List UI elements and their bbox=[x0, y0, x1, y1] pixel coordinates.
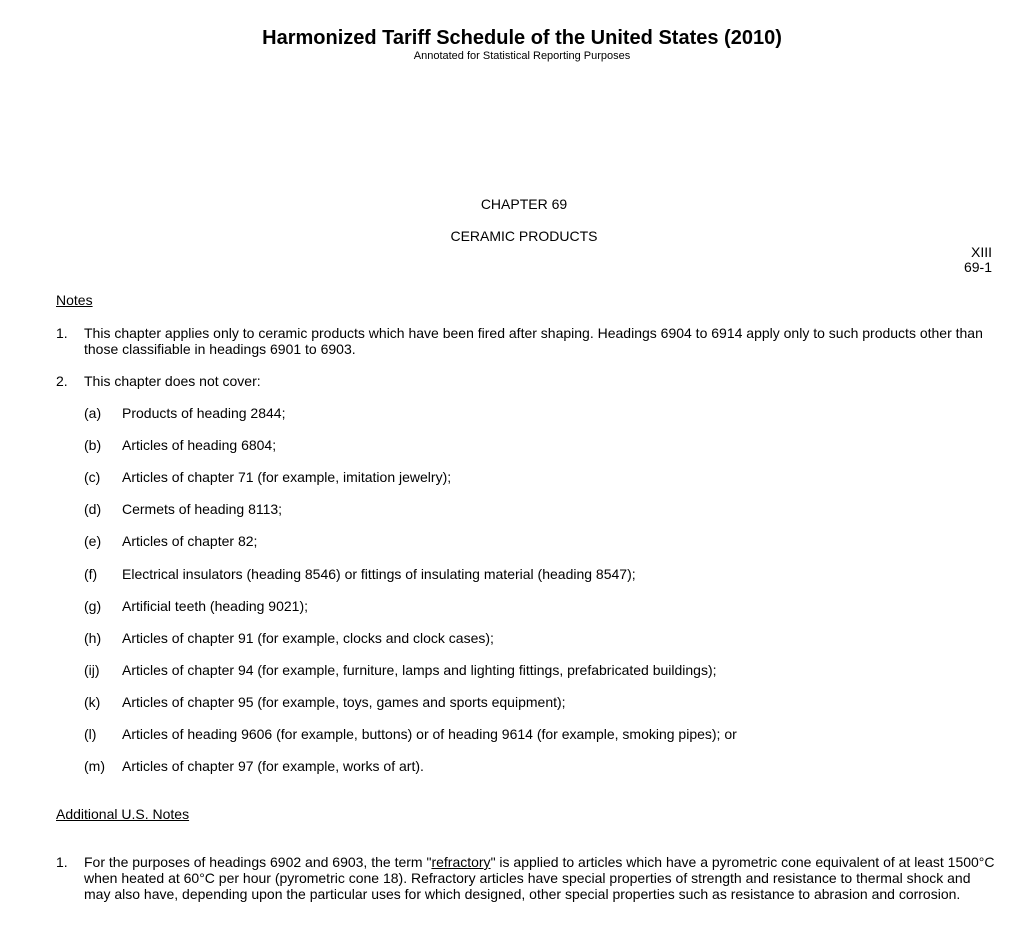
exclusion-item-text: Articles of chapter 94 (for example, furniture, lamps and lighting fittings, prefabricated buildings); bbox=[122, 662, 717, 678]
section-reference bbox=[964, 245, 992, 275]
note-2-text: This chapter does not cover: bbox=[84, 373, 261, 389]
exclusion-item-letter: (e) bbox=[84, 533, 102, 549]
additional-notes-heading: Additional U.S. Notes bbox=[56, 806, 190, 822]
exclusion-item-text: Articles of chapter 71 (for example, imitation jewelry); bbox=[122, 469, 452, 485]
exclusion-item-text: Articles of heading 6804; bbox=[122, 437, 277, 453]
chapter-label: CHAPTER 69 bbox=[480, 196, 568, 212]
additional-note-1-pre: For the purposes of headings 6902 and 6903, the term " bbox=[84, 854, 432, 870]
exclusion-item-letter: (ij) bbox=[84, 662, 100, 678]
exclusion-item-text: Cermets of heading 8113; bbox=[122, 501, 283, 517]
exclusion-item-letter: (d) bbox=[84, 501, 102, 517]
section-number: XIII bbox=[970, 244, 992, 260]
exclusion-item-letter: (f) bbox=[84, 566, 98, 582]
exclusion-item-text: Products of heading 2844; bbox=[122, 405, 286, 421]
exclusion-item-text: Artificial teeth (heading 9021); bbox=[122, 598, 308, 614]
exclusion-item-letter: (k) bbox=[84, 694, 101, 710]
exclusion-item-letter: (b) bbox=[84, 437, 102, 453]
note-2-number: 2. bbox=[56, 373, 68, 389]
additional-note-1-number: 1. bbox=[56, 854, 68, 870]
document-title: Harmonized Tariff Schedule of the United States (2010) bbox=[262, 27, 782, 49]
exclusion-item-text: Articles of heading 9606 (for example, buttons) or of heading 9614 (for example, smoking pipes); or bbox=[122, 726, 737, 742]
exclusion-item-letter: (m) bbox=[84, 758, 105, 774]
notes-heading: Notes bbox=[56, 292, 93, 308]
exclusion-item-text: Articles of chapter 97 (for example, works of art). bbox=[122, 758, 424, 774]
exclusion-item-text: Articles of chapter 82; bbox=[122, 533, 258, 549]
exclusion-item-letter: (a) bbox=[84, 405, 102, 421]
exclusion-item-letter: (h) bbox=[84, 630, 102, 646]
exclusion-item-text: Articles of chapter 91 (for example, clocks and clock cases); bbox=[122, 630, 494, 646]
exclusion-item-letter: (g) bbox=[84, 598, 102, 614]
chapter-title: CERAMIC PRODUCTS bbox=[450, 228, 598, 244]
exclusion-item-text: Articles of chapter 95 (for example, toys, games and sports equipment); bbox=[122, 694, 566, 710]
additional-note-1-text bbox=[84, 854, 999, 902]
note-1-number: 1. bbox=[56, 325, 68, 341]
additional-note-1-post: " is applied to articles which have a pyrometric cone equivalent of at least 1500°C when heated at 60°C per hour (pyrometric cone 18). Refractory articles have special properties of strength and resistance to thermal shock and may also have, depending upon the particular uses for which designed, other special properties such as resistance to abrasion and corrosion. bbox=[84, 854, 995, 902]
exclusion-item-text: Electrical insulators (heading 8546) or fittings of insulating material (heading 8547); bbox=[122, 566, 636, 582]
exclusion-item-letter: (c) bbox=[84, 469, 101, 485]
exclusion-item-letter: (l) bbox=[84, 726, 97, 742]
defined-term-refractory: refractory bbox=[431, 854, 491, 870]
document-subtitle: Annotated for Statistical Reporting Purposes bbox=[413, 50, 631, 62]
note-1-text: This chapter applies only to ceramic products which have been fired after shaping. Headings 6904 to 6914 apply only to such products other than those classifiable in headings 6901 to 6903. bbox=[84, 325, 983, 357]
page-number: 69-1 bbox=[963, 259, 992, 275]
